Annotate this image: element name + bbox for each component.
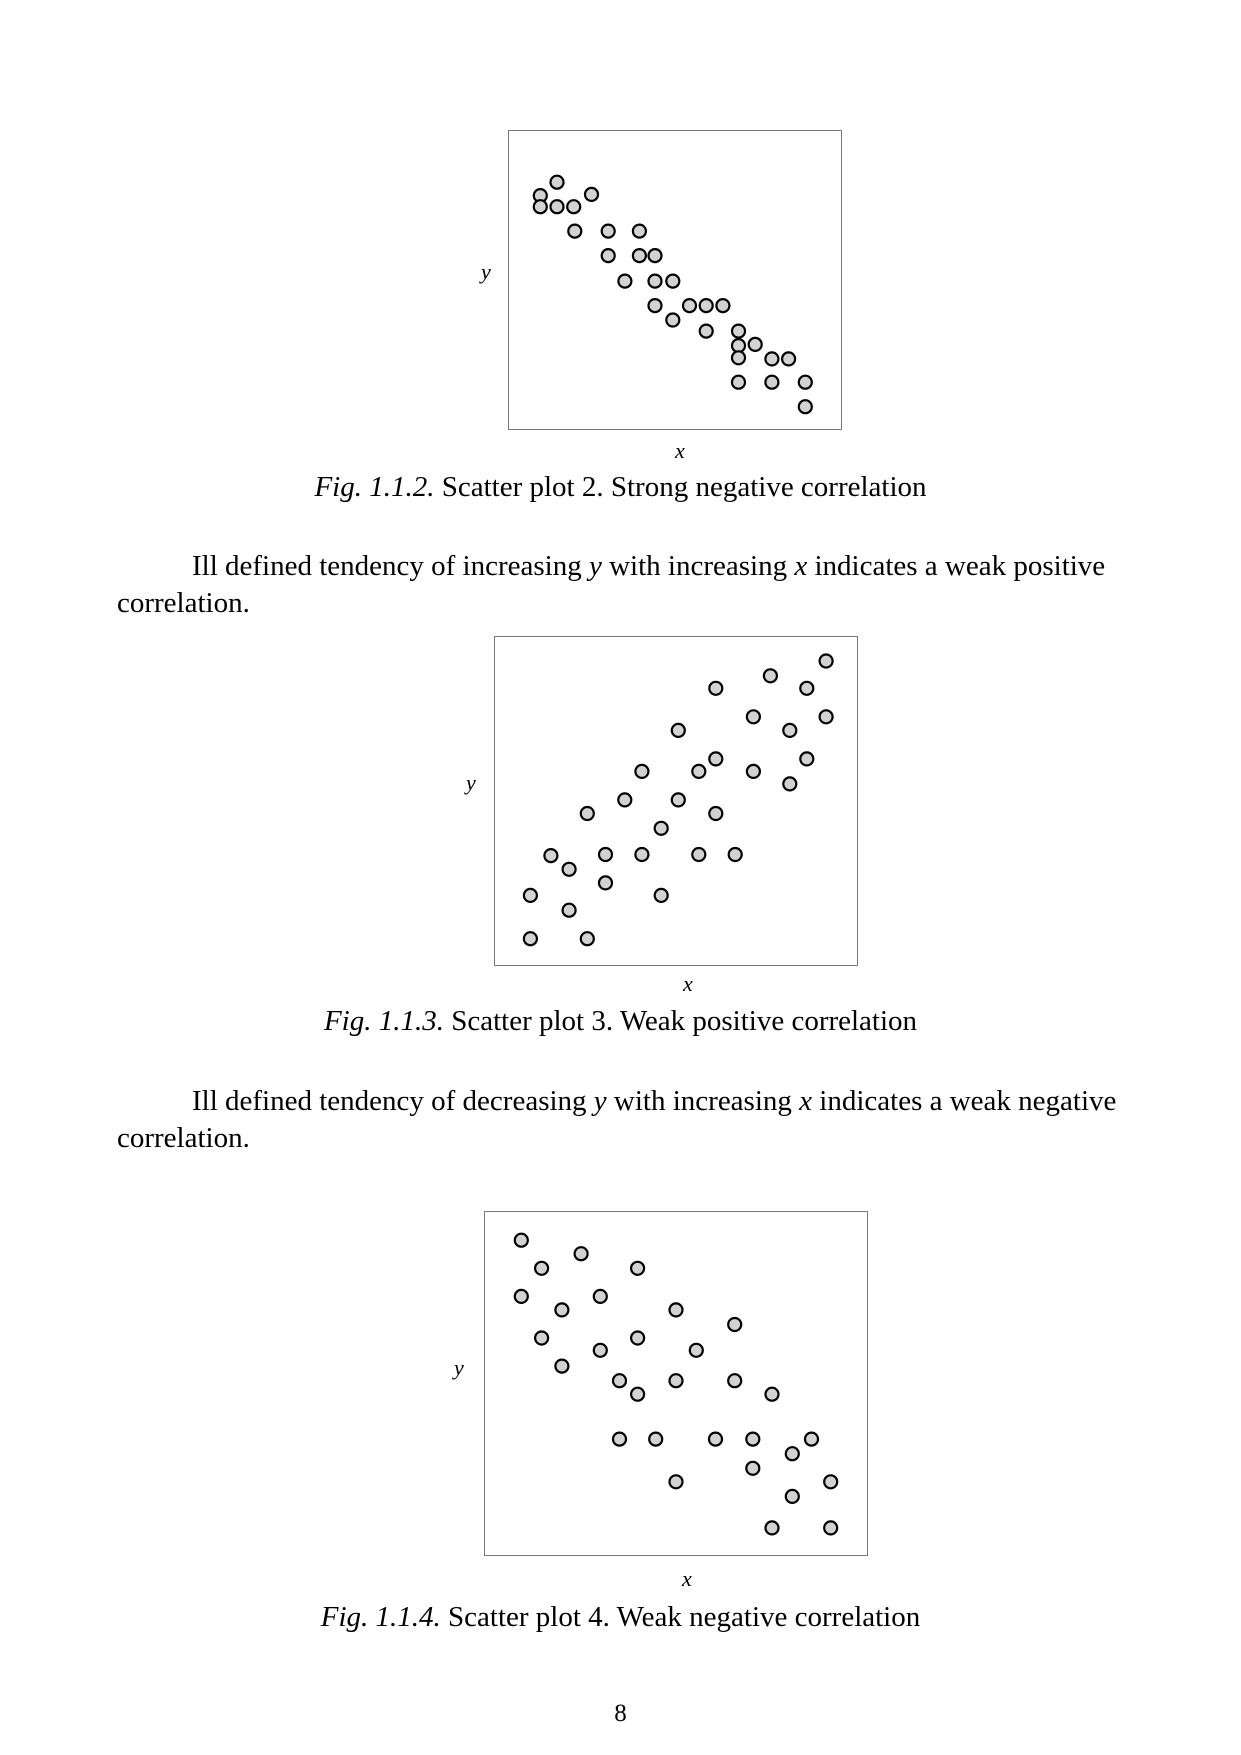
- scatter-point: [783, 724, 796, 737]
- scatter-point: [594, 1290, 607, 1303]
- scatter-point: [633, 225, 646, 238]
- plot-2-x-label: x: [675, 438, 685, 463]
- figure-4-caption: [0, 1600, 1241, 1634]
- scatter-point: [594, 1344, 607, 1357]
- scatter-point: [666, 275, 679, 288]
- scatter-point: [581, 932, 594, 945]
- scatter-point: [555, 1360, 568, 1373]
- scatter-point: [613, 1374, 626, 1387]
- scatter-point: [551, 176, 564, 189]
- scatter-point: [535, 1332, 548, 1345]
- para-1-var-y: y: [588, 550, 602, 582]
- scatter-point: [728, 1374, 741, 1387]
- para-1-text-c: indicates a weak positive correlation.: [117, 550, 1106, 619]
- scatter-point: [692, 848, 705, 861]
- para-1-text-a: Ill defined tendency of increasing: [192, 550, 589, 582]
- scatter-point: [599, 848, 612, 861]
- scatter-point: [700, 325, 713, 338]
- para-2-text-b: with increasing: [606, 1085, 800, 1117]
- para-2-var-x: x: [799, 1085, 813, 1117]
- scatter-point: [786, 1490, 799, 1503]
- scatter-point: [672, 724, 685, 737]
- scatter-point: [567, 200, 580, 213]
- scatter-point: [728, 1318, 741, 1331]
- scatter-point: [709, 682, 722, 695]
- scatter-point: [747, 710, 760, 723]
- scatter-point: [515, 1290, 528, 1303]
- paragraph-weak-negative: [117, 1083, 1137, 1157]
- scatter-point: [524, 889, 537, 902]
- scatter-point: [766, 1521, 779, 1534]
- figure-2-label: Fig. 1.1.2.: [314, 471, 435, 503]
- scatter-point: [655, 822, 668, 835]
- scatter-point: [766, 1388, 779, 1401]
- scatter-point: [655, 889, 668, 902]
- scatter-point: [700, 299, 713, 312]
- scatter-point: [635, 765, 648, 778]
- scatter-point: [563, 904, 576, 917]
- scatter-point: [783, 777, 796, 790]
- scatter-point: [732, 325, 745, 338]
- plot-4-x-label: x: [682, 1566, 692, 1591]
- scatter-point: [824, 1475, 837, 1488]
- scatter-point: [618, 793, 631, 806]
- paragraph-weak-positive: [117, 548, 1137, 622]
- scatter-point: [649, 1433, 662, 1446]
- scatter-point: [631, 1262, 644, 1275]
- scatter-point: [666, 314, 679, 327]
- scatter-point: [670, 1303, 683, 1316]
- figure-4-title: Scatter plot 4. Weak negative correlation: [448, 1601, 921, 1633]
- scatter-point: [581, 807, 594, 820]
- scatter-point: [729, 848, 742, 861]
- scatter-point: [746, 1462, 759, 1475]
- scatter-point: [820, 655, 833, 668]
- scatter-point: [800, 682, 813, 695]
- scatter-point: [618, 275, 631, 288]
- scatter-point: [633, 249, 646, 262]
- scatter-point: [544, 849, 557, 862]
- figure-2-caption: [0, 470, 1241, 504]
- scatter-point: [690, 1344, 703, 1357]
- scatter-point: [709, 807, 722, 820]
- para-1-text-b: with increasing: [601, 550, 795, 582]
- scatter-point: [820, 710, 833, 723]
- scatter-point: [631, 1388, 644, 1401]
- scatter-point: [800, 752, 813, 765]
- scatter-point: [670, 1475, 683, 1488]
- scatter-point: [765, 352, 778, 365]
- scatter-point: [732, 339, 745, 352]
- plot-3-y-label: y: [466, 770, 476, 795]
- scatter-point: [524, 932, 537, 945]
- scatter-point: [824, 1521, 837, 1534]
- page-number: 8: [614, 1700, 627, 1727]
- scatter-point: [799, 400, 812, 413]
- scatter-point: [649, 249, 662, 262]
- scatter-point: [749, 338, 762, 351]
- scatter-point: [649, 299, 662, 312]
- scatter-point: [683, 299, 696, 312]
- scatter-point: [599, 876, 612, 889]
- figure-3-caption: [0, 1004, 1241, 1038]
- figure-4-label: Fig. 1.1.4.: [320, 1601, 441, 1633]
- scatter-point: [613, 1433, 626, 1446]
- scatter-point: [670, 1374, 683, 1387]
- figure-2-title: Scatter plot 2. Strong negative correlation: [441, 471, 927, 503]
- scatter-point: [732, 351, 745, 364]
- figure-3-label: Fig. 1.1.3.: [323, 1005, 444, 1037]
- scatter-point: [575, 1247, 588, 1260]
- figure-3-title: Scatter plot 3. Weak positive correlation: [451, 1005, 918, 1037]
- para-2-text-a: Ill defined tendency of decreasing: [192, 1085, 594, 1117]
- scatter-point: [782, 352, 795, 365]
- plot-4-y-label: y: [454, 1355, 464, 1380]
- scatter-point: [716, 299, 729, 312]
- plot-3-scatter: [494, 636, 858, 966]
- scatter-point: [709, 752, 722, 765]
- scatter-point: [672, 793, 685, 806]
- plot-4-scatter: [484, 1211, 868, 1556]
- scatter-point: [747, 765, 760, 778]
- scatter-point: [602, 225, 615, 238]
- scatter-point: [692, 765, 705, 778]
- scatter-point: [799, 376, 812, 389]
- plot-3-x-label: x: [683, 971, 693, 996]
- scatter-point: [786, 1447, 799, 1460]
- scatter-point: [555, 1303, 568, 1316]
- scatter-point: [709, 1433, 722, 1446]
- para-1-var-x: x: [794, 550, 808, 582]
- plot-2-y-label: y: [481, 259, 491, 284]
- scatter-point: [534, 200, 547, 213]
- scatter-point: [515, 1234, 528, 1247]
- scatter-point: [649, 275, 662, 288]
- scatter-point: [635, 848, 648, 861]
- scatter-point: [805, 1433, 818, 1446]
- plot-2-scatter: [508, 130, 842, 430]
- scatter-point: [602, 249, 615, 262]
- scatter-point: [764, 669, 777, 682]
- para-2-var-y: y: [593, 1085, 607, 1117]
- scatter-point: [535, 1262, 548, 1275]
- scatter-point: [568, 225, 581, 238]
- para-2-text-c: indicates a weak negative correlation.: [117, 1085, 1117, 1154]
- scatter-point: [585, 188, 598, 201]
- scatter-point: [746, 1433, 759, 1446]
- scatter-point: [551, 200, 564, 213]
- scatter-point: [631, 1332, 644, 1345]
- scatter-point: [732, 376, 745, 389]
- scatter-point: [765, 376, 778, 389]
- scatter-point: [563, 863, 576, 876]
